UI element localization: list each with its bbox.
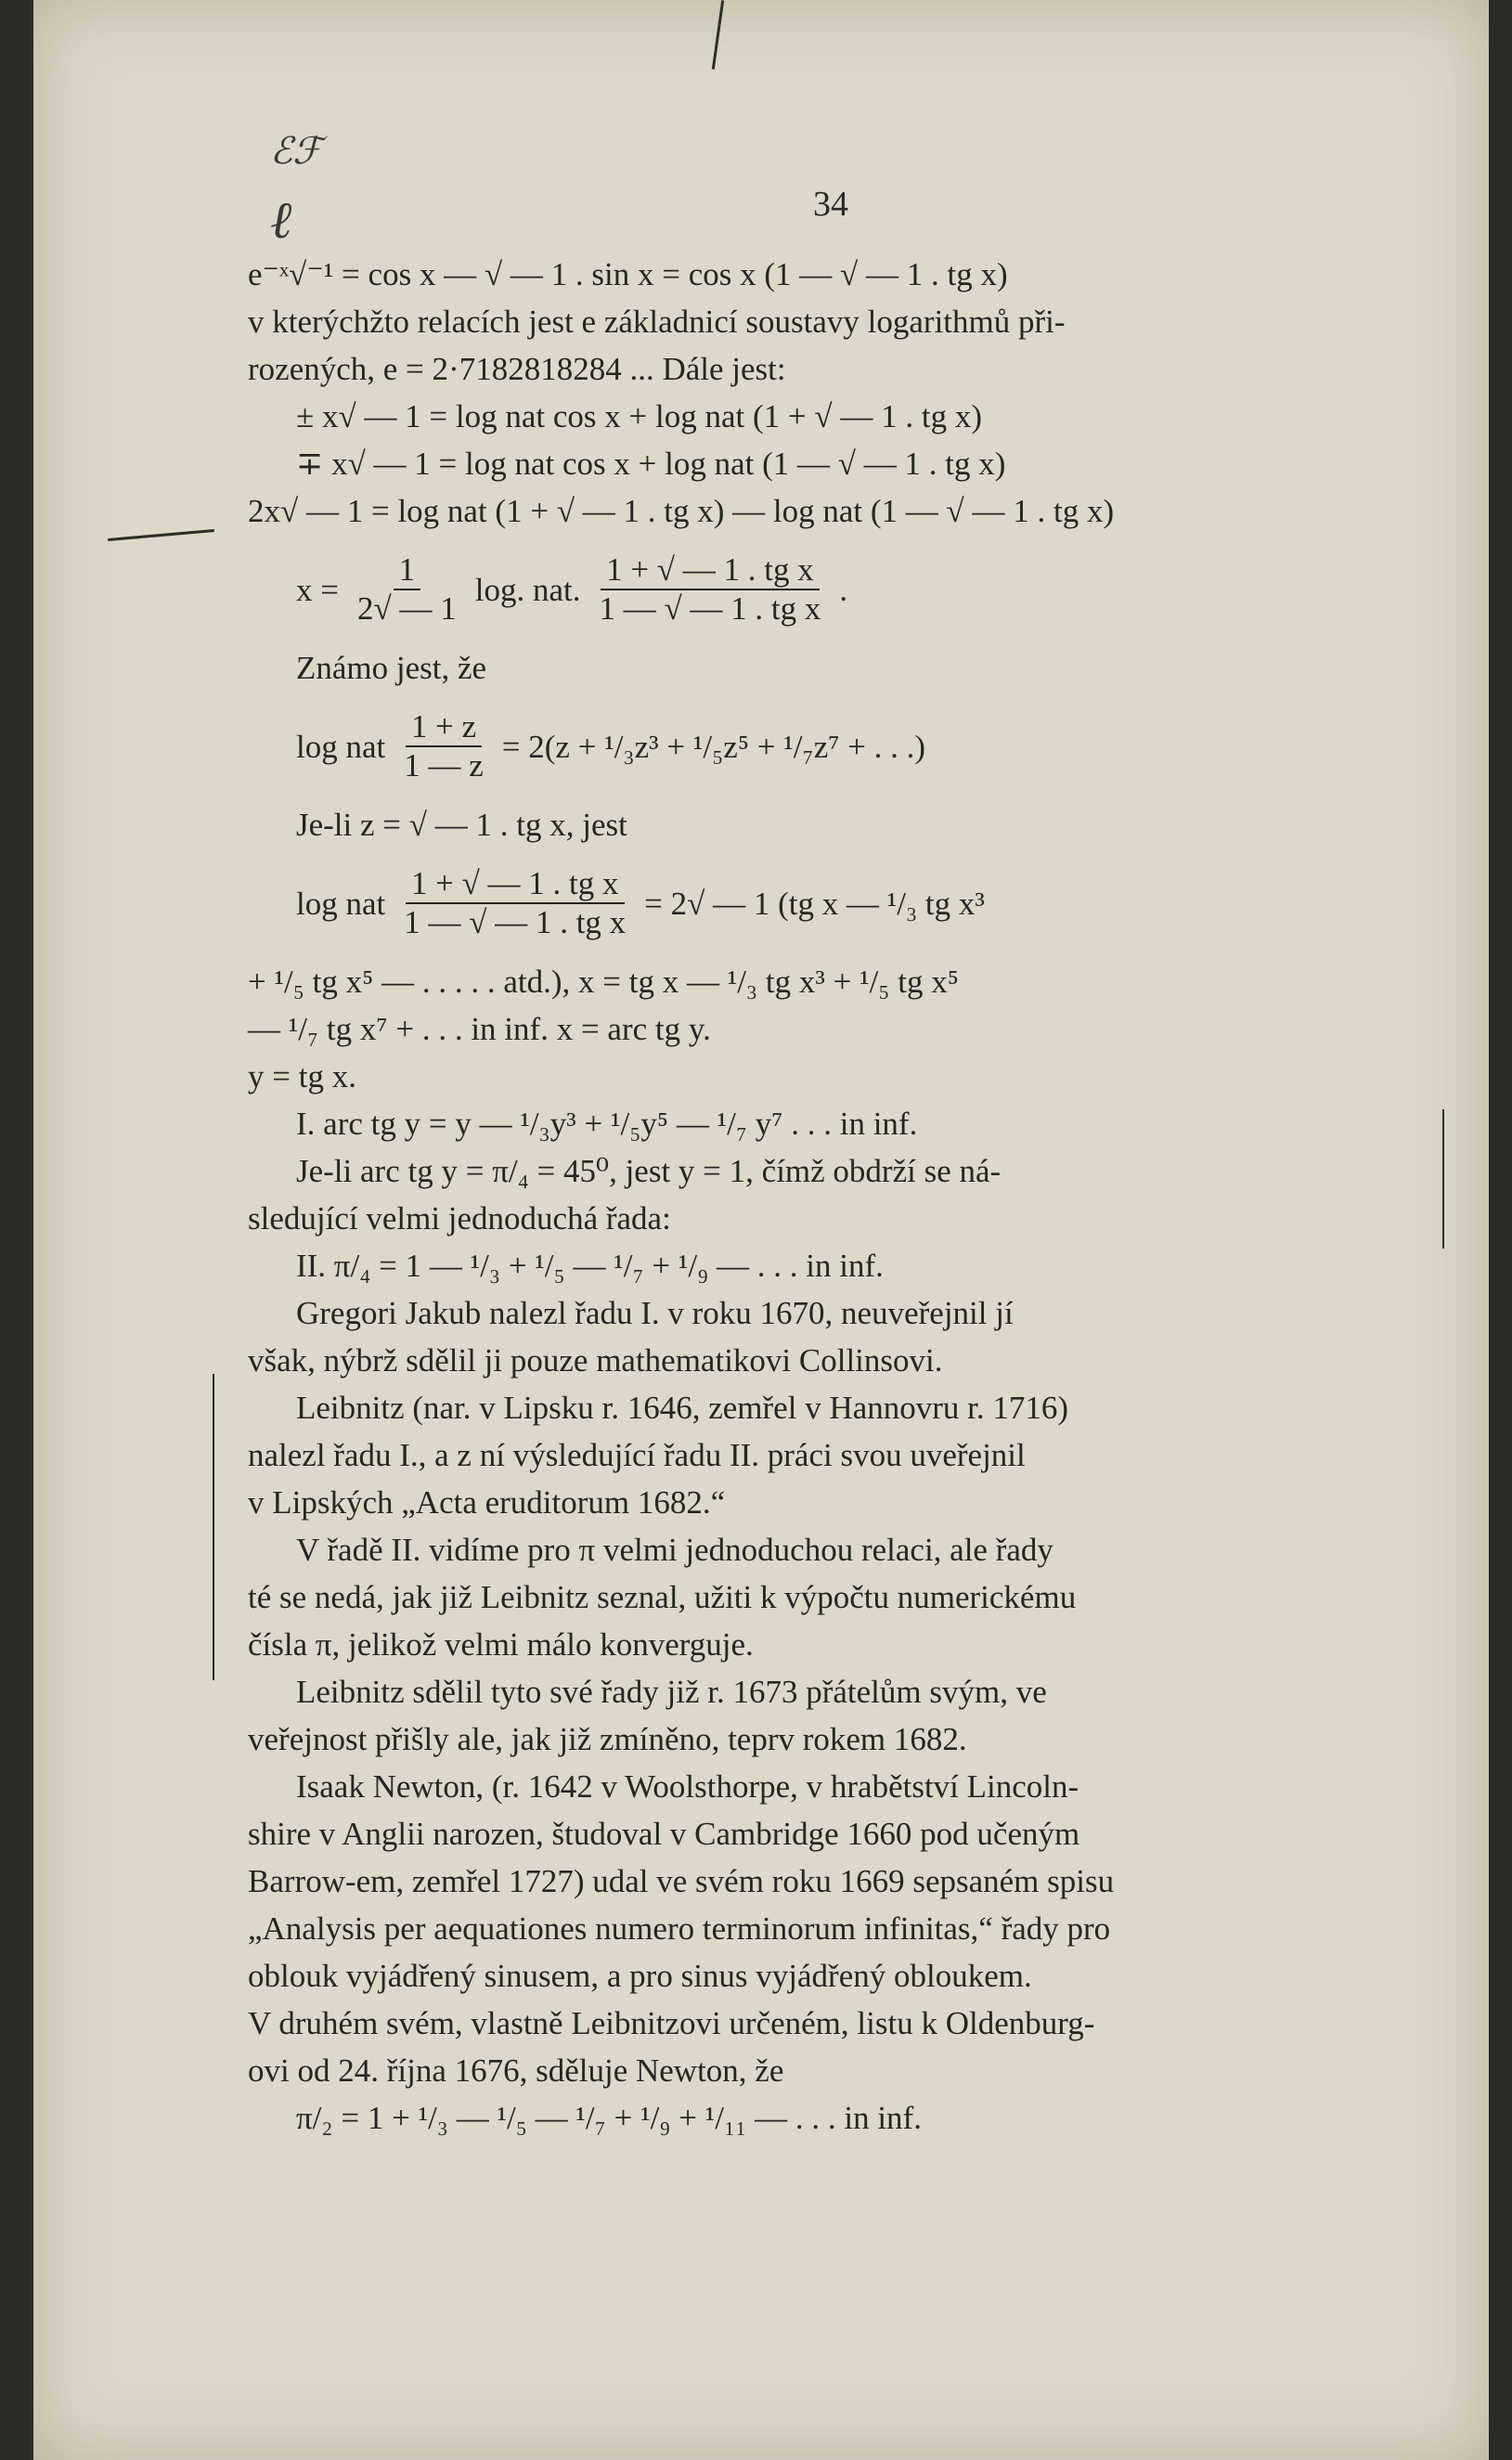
text-line: Isaak Newton, (r. 1642 v Woolsthorpe, v hrabětství Lincoln- xyxy=(296,1768,1079,1805)
equation-line: 2x√ — 1 = log nat (1 + √ — 1 . tg x) — log nat (1 — √ — 1 . tg x) xyxy=(248,493,1115,529)
text-line: shire v Anglii narozen, študoval v Cambridge 1660 pod učeným xyxy=(248,1816,1080,1852)
text-line: rozených, e = 2·7182818284 ... Dále jest: xyxy=(248,351,786,387)
margin-note-top: ℰℱ xyxy=(270,130,322,173)
text-line: v Lipských „Acta eruditorum 1682.“ xyxy=(248,1484,726,1521)
numerator: 1 + √ — 1 . tg x xyxy=(601,551,820,590)
pencil-stroke-left xyxy=(108,529,214,541)
fraction xyxy=(593,551,826,628)
fraction xyxy=(398,865,631,941)
margin-note-letter: ℓ xyxy=(270,190,292,251)
text-line: nalezl řadu I., a z ní výsledující řadu II. práci svou uveřejnil xyxy=(248,1437,1026,1473)
equation-line: ± x√ — 1 = log nat cos x + log nat (1 + √ — 1 . tg x) xyxy=(296,398,982,434)
equation-rhs: = 2(z + ¹/₃z³ + ¹/₅z⁵ + ¹/₇z⁷ + . . .) xyxy=(501,728,926,765)
equation-lhs: log nat xyxy=(296,728,386,765)
denominator: 1 — √ — 1 . tg x xyxy=(599,590,821,627)
text-line: však, nýbrž sdělil ji pouze mathematikovi Collinsovi. xyxy=(248,1342,943,1379)
numerator: 1 xyxy=(394,551,421,590)
series-line: I. arc tg y = y — ¹/₃y³ + ¹/₅y⁵ — ¹/₇ y⁷ . . . in inf. xyxy=(296,1106,918,1142)
text-line: Známo jest, že xyxy=(296,650,487,686)
fraction xyxy=(352,551,462,628)
equation-line: + ¹/₅ tg x⁵ — . . . . . atd.), x = tg x — ¹/₃ tg x³ + ¹/₅ tg x⁵ xyxy=(248,964,959,1000)
text-line: „Analysis per aequationes numero terminorum infinitas,“ řady pro xyxy=(248,1910,1111,1947)
equation-text: log. nat. xyxy=(474,571,581,608)
page-text xyxy=(248,251,1445,2142)
pencil-stroke-margin xyxy=(213,1374,214,1680)
page-number: 34 xyxy=(813,185,848,224)
text-line: ovi od 24. října 1676, sděluje Newton, že xyxy=(248,2052,784,2089)
series-line: II. π/₄ = 1 — ¹/₃ + ¹/₅ — ¹/₇ + ¹/₉ — . . . in inf. xyxy=(296,1248,884,1284)
text-line: Leibnitz (nar. v Lipsku r. 1646, zemřel v Hannovru r. 1716) xyxy=(296,1390,1069,1426)
book-page xyxy=(33,0,1489,2460)
fraction-equation xyxy=(248,848,1445,958)
pencil-stroke-top xyxy=(712,0,724,70)
equation-text: . xyxy=(839,571,848,608)
equation-line: y = tg x. xyxy=(248,1058,356,1094)
text-line: Je-li arc tg y = π/₄ = 45⁰, jest y = 1, čímž obdrží se ná- xyxy=(296,1153,1002,1189)
text-line: veřejnost přišly ale, jak již zmíněno, teprv rokem 1682. xyxy=(248,1721,967,1757)
text-line: Barrow-em, zemřel 1727) udal ve svém roku 1669 sepsaném spisu xyxy=(248,1863,1115,1899)
series-line: π/₂ = 1 + ¹/₃ — ¹/₅ — ¹/₇ + ¹/₉ + ¹/₁₁ — . . . in inf. xyxy=(296,2100,922,2136)
fraction xyxy=(398,708,489,784)
equation-line: — ¹/₇ tg x⁷ + . . . in inf. x = arc tg y. xyxy=(248,1011,711,1047)
equation-line: e⁻ˣ√⁻¹ = cos x — √ — 1 . sin x = cos x (1 — √ — 1 . tg x) xyxy=(248,256,1008,292)
denominator: 1 — √ — 1 . tg x xyxy=(404,904,627,940)
equation-line: ∓ x√ — 1 = log nat cos x + log nat (1 — √ — 1 . tg x) xyxy=(296,446,1006,482)
numerator: 1 + z xyxy=(406,708,482,747)
fraction-equation xyxy=(248,535,1445,644)
text-line: Leibnitz sdělil tyto své řady již r. 1673 přátelům svým, ve xyxy=(296,1674,1047,1710)
text-line: Gregori Jakub nalezl řadu I. v roku 1670, neuveřejnil jí xyxy=(296,1295,1014,1331)
text-line: Je-li z = √ — 1 . tg x, jest xyxy=(296,807,627,843)
denominator: 2√ — 1 xyxy=(357,590,457,627)
numerator: 1 + √ — 1 . tg x xyxy=(406,865,625,904)
equation-lhs: log nat xyxy=(296,885,386,922)
equation-lhs: x = xyxy=(296,571,339,608)
denominator: 1 — z xyxy=(404,747,484,783)
text-line: V druhém svém, vlastně Leibnitzovi určeném, listu k Oldenburg- xyxy=(248,2005,1095,2041)
text-line: sledující velmi jednoduchá řada: xyxy=(248,1200,671,1236)
fraction-equation xyxy=(248,692,1445,801)
text-line: čísla π, jelikož velmi málo konverguje. xyxy=(248,1626,754,1663)
text-line: V řadě II. vidíme pro π velmi jednoduchou relaci, ale řady xyxy=(296,1532,1053,1568)
text-line: té se nedá, jak již Leibnitz seznal, užiti k výpočtu numerickému xyxy=(248,1579,1077,1615)
text-line: v kterýchžto relacích jest e základnicí soustavy logarithmů při- xyxy=(248,304,1066,340)
text-line: oblouk vyjádřený sinusem, a pro sinus vyjádřený obloukem. xyxy=(248,1958,1032,1994)
equation-rhs: = 2√ — 1 (tg x — ¹/₃ tg x³ xyxy=(644,885,985,922)
